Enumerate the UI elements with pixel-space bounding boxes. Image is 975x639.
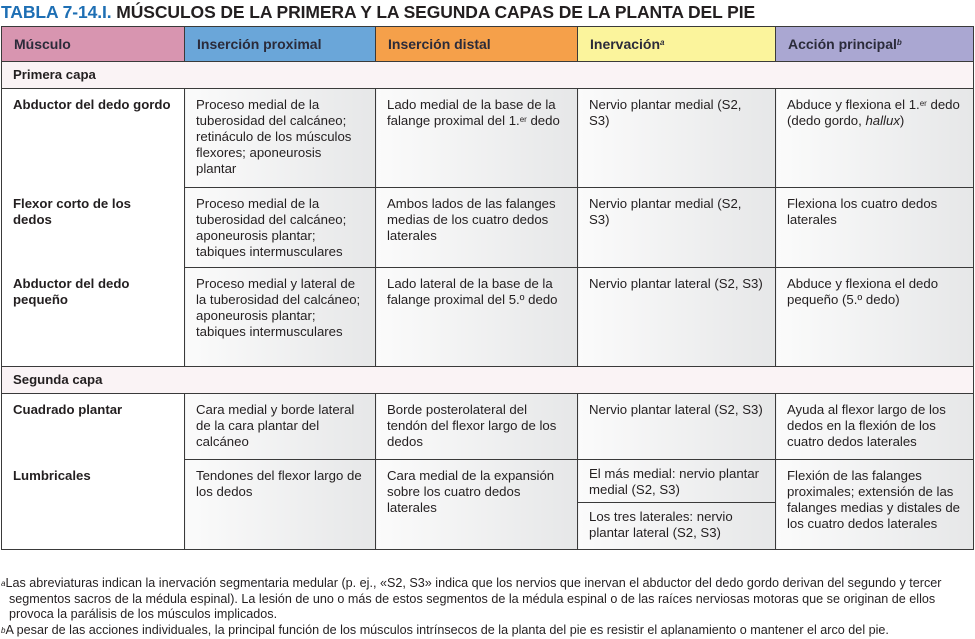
cell-accion: Abduce y flexiona el dedo pequeño (5.º dedo): [776, 268, 974, 367]
table-title: [1, 0, 755, 24]
italic-term: hallux: [865, 113, 900, 128]
section-label-segunda-capa: Segunda capa: [2, 367, 974, 394]
cell-insercion-distal: Borde posterolateral del tendón del flexor largo de los dedos: [376, 394, 578, 460]
cell-insercion-distal: Cara medial de la expansión sobre los cuatro dedos laterales: [376, 460, 578, 550]
cell-musculo: Abductor del dedo gordo: [2, 89, 185, 188]
cell-insercion-proximal: Proceso medial y lateral de la tuberosidad del calcáneo; aponeurosis plantar; tabiques intermusculares: [185, 268, 376, 367]
footnote-b-text: A pesar de las acciones individuales, la principal función de los músculos intrínsecos de la planta del pie es resistir el aplanamiento o mantener el arco del pie.: [5, 622, 889, 637]
header-accion-principal: [776, 27, 974, 62]
cell-insercion-proximal: Proceso medial de la tuberosidad del calcáneo; aponeurosis plantar; tabiques intermusculares: [185, 188, 376, 268]
table-heading: MÚSCULOS DE LA PRIMERA Y LA SEGUNDA CAPAS DE LA PLANTA DEL PIE: [116, 2, 756, 22]
table-number: TABLA 7-14.I.: [1, 2, 112, 22]
cell-inervacion-medial: El más medial: nervio plantar medial (S2, S3): [578, 460, 776, 503]
header-musculo: Músculo: [2, 27, 185, 62]
cell-musculo: Abductor del dedo pequeño: [2, 268, 185, 367]
table-row: [2, 188, 974, 268]
cell-accion: Flexión de las falanges proximales; extensión de las falanges medias y distales de los cuatro dedos laterales: [776, 460, 974, 550]
cell-musculo: Cuadrado plantar: [2, 394, 185, 460]
header-inervacion-label: Inervación: [590, 36, 661, 52]
cell-inervacion: Nervio plantar lateral (S2, S3): [578, 268, 776, 367]
text: dedo: [526, 113, 560, 128]
muscles-table: [1, 26, 974, 550]
ordinal-sup: er: [919, 99, 927, 108]
text: dedo (dedo gordo,: [787, 97, 960, 128]
header-row: [2, 27, 974, 62]
cell-accion: Flexiona los cuatro dedos laterales: [776, 188, 974, 268]
cell-musculo: Lumbricales: [2, 460, 185, 550]
footnote-a-marker: a: [1, 579, 6, 588]
footnote-b-marker: b: [1, 625, 6, 635]
header-inervacion: [578, 27, 776, 62]
cell-insercion-distal: Ambos lados de las falanges medias de los cuatro dedos laterales: [376, 188, 578, 268]
text: ): [899, 113, 905, 128]
cell-insercion-proximal: Tendones del flexor largo de los dedos: [185, 460, 376, 550]
cell-inervacion: Nervio plantar lateral (S2, S3): [578, 394, 776, 460]
table-row: [2, 460, 974, 503]
footnote-a: [1, 576, 973, 623]
table-row: [2, 268, 974, 367]
text: Abduce y flexiona el 1.: [787, 97, 920, 112]
footnote-marker-b: b: [896, 38, 902, 47]
cell-accion: Ayuda al flexor largo de los dedos en la flexión de los cuatro dedos laterales: [776, 394, 974, 460]
section-label-primera-capa: Primera capa: [2, 62, 974, 89]
cell-insercion-proximal: Proceso medial de la tuberosidad del calcáneo; retináculo de los músculos flexores; aponeurosis plantar: [185, 89, 376, 188]
cell-insercion-proximal: Cara medial y borde lateral de la cara plantar del calcáneo: [185, 394, 376, 460]
ordinal-sup: er: [519, 115, 527, 124]
text: Lado medial de la base de la falange proximal del 1.: [387, 97, 556, 128]
cell-accion: [776, 89, 974, 188]
cell-inervacion: Nervio plantar medial (S2, S3): [578, 188, 776, 268]
cell-musculo: Flexor corto de los dedos: [2, 188, 185, 268]
cell-insercion-distal: [376, 89, 578, 188]
cell-inervacion-lateral: Los tres laterales: nervio plantar lateral (S2, S3): [578, 503, 776, 550]
section-row: [2, 367, 974, 394]
table-row: [2, 394, 974, 460]
table-row: [2, 89, 974, 188]
footnote-b: [1, 623, 973, 639]
cell-insercion-distal: Lado lateral de la base de la falange proximal del 5.º dedo: [376, 268, 578, 367]
header-insercion-proximal: Inserción proximal: [185, 27, 376, 62]
header-insercion-distal: Inserción distal: [376, 27, 578, 62]
section-row: [2, 62, 974, 89]
footnote-a-text: Las abreviaturas indican la inervación segmentaria medular (p. ej., «S2, S3» indica que los nervios que inervan el abductor del dedo gordo derivan del segundo y tercer segmentos sacros de la médula espinal). La lesión de uno o más de estos segmentos de la médula espinal o de las raíces nerviosas motoras que se originan de ellos provoca la parálisis de los músculos implicados.: [5, 576, 942, 621]
header-accion-label: Acción principal: [788, 36, 897, 52]
footnote-marker-a: a: [660, 38, 665, 47]
cell-inervacion: Nervio plantar medial (S2, S3): [578, 89, 776, 188]
footnotes: [1, 576, 973, 638]
